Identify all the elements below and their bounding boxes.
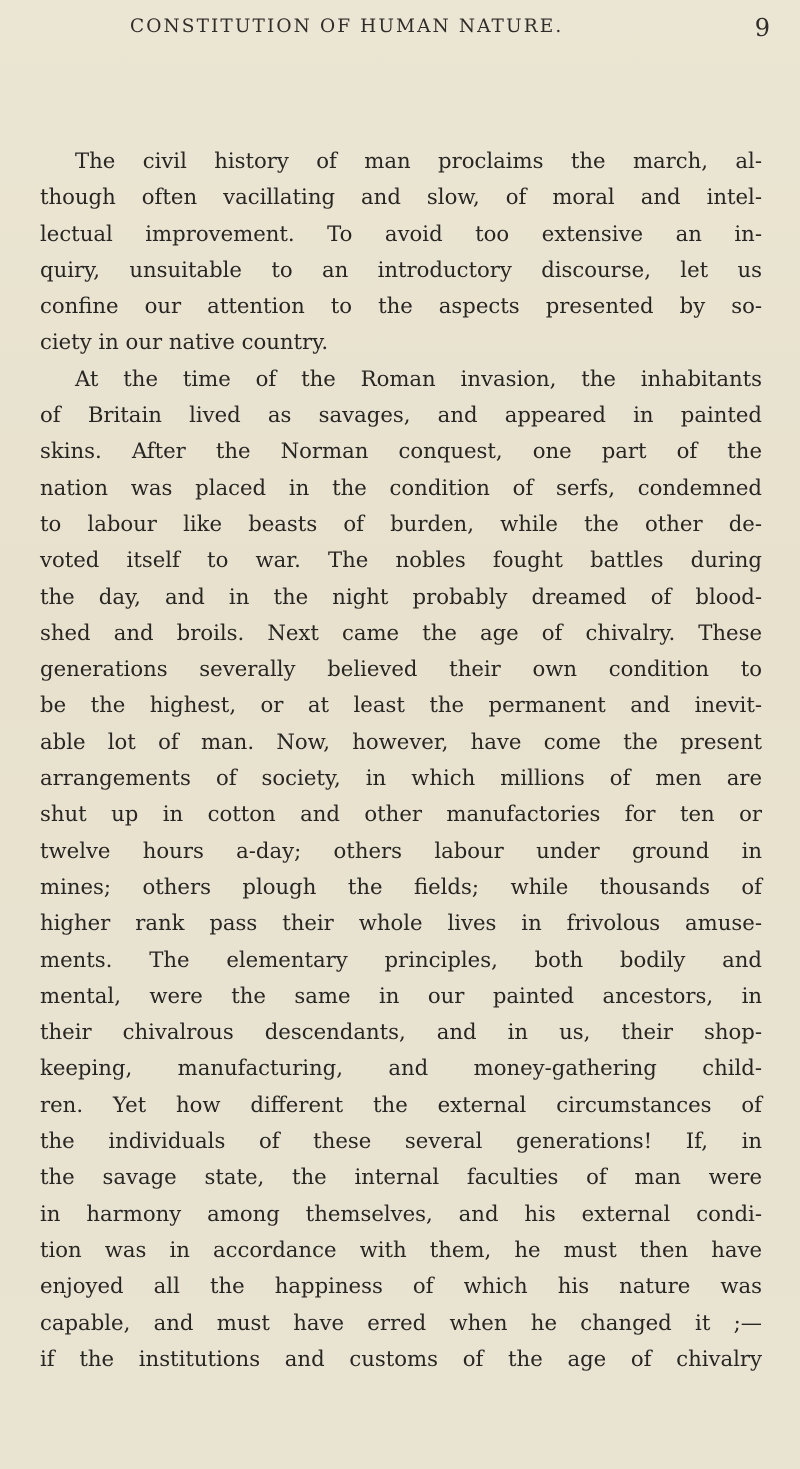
running-title: CONSTITUTION OF HUMAN NATURE. — [130, 16, 564, 37]
running-head — [130, 16, 770, 56]
text-line: confine our attention to the aspects presented by so- — [40, 293, 762, 319]
text-line: keeping, manufacturing, and money-gathering child- — [40, 1055, 762, 1081]
text-line: capable, and must have erred when he changed it ;— — [40, 1309, 762, 1335]
page-number: 9 — [754, 14, 770, 42]
text-line: tion was in accordance with them, he must then have — [40, 1236, 762, 1262]
text-line: mental, were the same in our painted ancestors, in — [40, 982, 762, 1008]
text-line: though often vacillating and slow, of moral and intel- — [40, 184, 762, 210]
text-line: the individuals of these several generations! If, in — [40, 1128, 762, 1154]
text-line: the savage state, the internal faculties of man were — [40, 1164, 762, 1190]
text-line: if the institutions and customs of the age of chivalry — [40, 1345, 762, 1371]
text-line: twelve hours a-day; others labour under ground in — [40, 837, 762, 863]
text-line: enjoyed all the happiness of which his nature was — [40, 1273, 762, 1299]
text-line: nation was placed in the condition of serfs, condemned — [40, 474, 762, 500]
text-line: generations severally believed their own condition to — [40, 656, 762, 682]
text-line: At the time of the Roman invasion, the inhabitants — [75, 365, 762, 391]
text-line: mines; others plough the fields; while thousands of — [40, 873, 762, 899]
text-line: be the highest, or at least the permanent and inevit- — [40, 692, 762, 718]
text-line: voted itself to war. The nobles fought battles during — [40, 547, 762, 573]
text-line: lectual improvement. To avoid too extensive an in- — [40, 220, 762, 246]
text-line: ren. Yet how different the external circumstances of — [40, 1091, 762, 1117]
text-line: The civil history of man proclaims the march, al- — [75, 148, 762, 173]
text-line: skins. After the Norman conquest, one part of the — [40, 438, 762, 464]
body-text — [40, 143, 762, 1377]
text-line: the day, and in the night probably dreamed of blood- — [40, 583, 762, 609]
text-line: of Britain lived as savages, and appeared in painted — [40, 402, 762, 428]
text-line: arrangements of society, in which millions of men are — [40, 765, 762, 791]
text-line: to labour like beasts of burden, while the other de- — [40, 510, 762, 536]
text-line: higher rank pass their whole lives in frivolous amuse- — [40, 910, 762, 936]
text-line: shed and broils. Next came the age of chivalry. These — [40, 619, 762, 645]
text-line: ciety in our native country. — [40, 329, 329, 355]
text-line: shut up in cotton and other manufactories for ten or — [40, 801, 762, 827]
text-line: quiry, unsuitable to an introductory discourse, let us — [40, 256, 762, 282]
text-line: in harmony among themselves, and his external condi- — [40, 1200, 762, 1226]
text-line: able lot of man. Now, however, have come the present — [40, 728, 762, 754]
text-line: their chivalrous descendants, and in us, their shop- — [40, 1019, 762, 1045]
text-line: ments. The elementary principles, both bodily and — [40, 946, 762, 972]
